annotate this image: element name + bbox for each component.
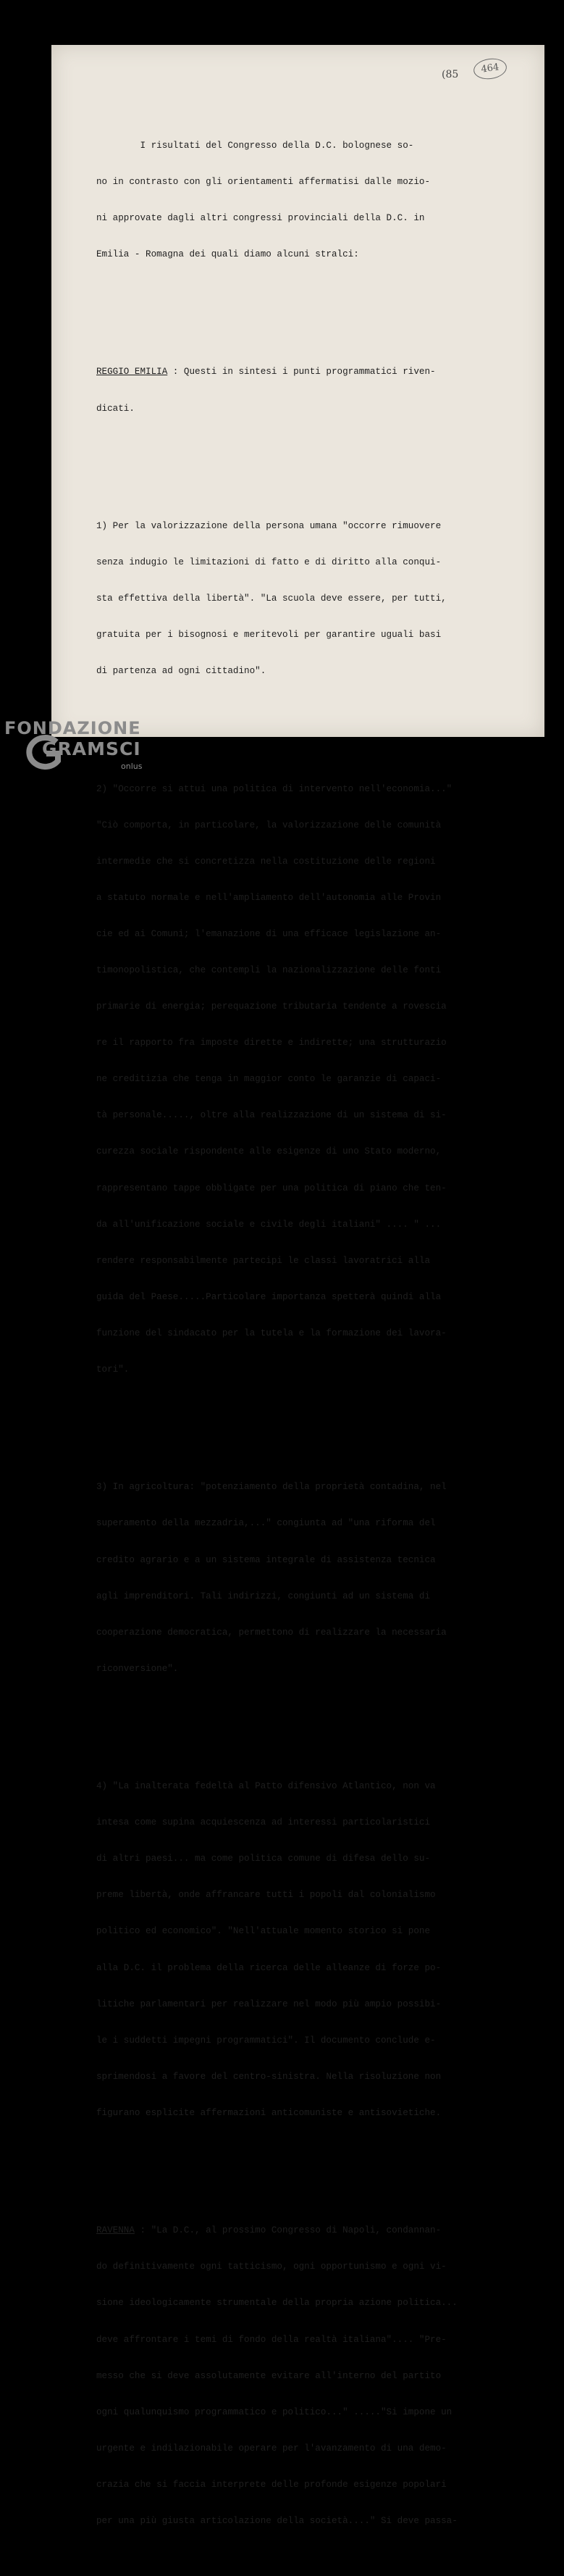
text-line: sta effettiva della libertà". "La scuola deve essere, per tutti,	[96, 593, 447, 604]
point-2-paragraph	[96, 759, 531, 1400]
text-line: 3) In agricoltura: "potenziamento della proprietà contadina, nel	[96, 1482, 447, 1493]
text-line: deve affrontare i temi di fondo della realtà italiana".... "Pre-	[96, 2334, 447, 2345]
text-line: intesa come supina acquiescenza ad interessi particolaristici	[96, 1817, 431, 1828]
text-line: cie ed ai Comuni; l'emanazione di una efficace legislazione an-	[96, 928, 442, 939]
text-line: sione ideologicamente strumentale della propria azione politica...	[96, 2298, 458, 2309]
reggio-emilia-heading: REGGIO EMILIA	[96, 367, 168, 378]
ravenna-heading: RAVENNA	[96, 2225, 135, 2236]
text-line: Emilia - Romagna dei quali diamo alcuni stralci:	[96, 249, 359, 260]
document-body	[96, 91, 531, 2576]
text-line: funzione del sindacato per la tutela e la formazione dei lavora-	[96, 1327, 447, 1338]
text-line: sprimendosi a favore del centro-sinistra. Nella risoluzione non	[96, 2071, 442, 2082]
text-line: senza indugio le limitazioni di fatto e di diritto alla conqui-	[96, 557, 442, 567]
point-1-paragraph	[96, 496, 531, 701]
text-line: credito agrario e a un sistema integrale di assistenza tecnica	[96, 1554, 436, 1565]
text-line: da all'unificazione sociale e civile degli italiani" .... " ...	[96, 1219, 442, 1230]
text-line: tà personale....., oltre alla realizzazione di un sistema di si-	[96, 1110, 447, 1121]
text-line: "Ciò comporta, in particolare, la valorizzazione delle comunità	[96, 820, 442, 830]
text-line: 4) "La inalterata fedeltà al Patto difensivo Atlantico, non va	[96, 1781, 436, 1792]
point-3-paragraph	[96, 1457, 531, 1699]
text-line: agli imprenditori. Tali indirizzi, congiunti ad un sistema di	[96, 1591, 431, 1601]
text-line: urgente e indilazionabile operare per l'avanzamento di una demo-	[96, 2443, 447, 2454]
text-line: litiche parlamentari per realizzare nel modo più ampio possibi-	[96, 1998, 442, 2009]
text-line: guida del Paese.....Particolare importanza spetterà quindi alla	[96, 1291, 442, 1302]
text-line: ne creditizia che tenga in maggior conto le garanzie di capaci-	[96, 1074, 442, 1085]
text-line: do definitivamente ogni tatticismo, ogni opportunismo e ogni vi-	[96, 2262, 447, 2272]
text-line: per una più giusta articolazione della società...." Si deve passa-	[96, 2516, 458, 2526]
text-line: : "La D.C., al prossimo Congresso di Napoli, condannan-	[134, 2225, 442, 2236]
text-line: 2) "Occorre si attui una politica di intervento nell'economia..."	[96, 783, 453, 794]
text-line: gratuita per i bisognosi e meritevoli per garantire uguali basi	[96, 630, 442, 641]
text-line: cooperazione democratica, permettono di realizzare la necessaria	[96, 1627, 447, 1638]
text-line: ogni qualunquismo programmatico e politico..." ....."Si impone un	[96, 2406, 453, 2417]
text-line: messo che si deve assolutamente evitare all'interno del partito	[96, 2370, 442, 2381]
archive-stamp: 464	[472, 57, 508, 81]
text-line: : Questi in sintesi i punti programmatici riven-	[167, 367, 436, 378]
text-line: politico ed economico". "Nell'attuale momento storico si pone	[96, 1926, 431, 1937]
reggio-emilia-section	[96, 342, 531, 439]
text-line: primarie di energia; perequazione tributaria tendente a rovescia	[96, 1001, 447, 1012]
text-line: curezza sociale rispondente alle esigenze di uno Stato moderno,	[96, 1146, 442, 1157]
text-line: I risultati del Congresso della D.C. bolognese so-	[96, 140, 414, 151]
text-line: a statuto normale e nell'ampliamento dell'autonomia alle Provin	[96, 892, 442, 903]
text-line: alla D.C. il problema della ricerca delle alleanze di forze po-	[96, 1962, 442, 1973]
text-line: ni approvate dagli altri congressi provinciali della D.C. in	[96, 213, 425, 223]
text-line: le i suddetti impegni programmatici". Il documento conclude e-	[96, 2035, 436, 2046]
watermark-name: GRAMSCI	[42, 738, 141, 759]
text-line: intermedie che si concretizza nella costituzione delle regioni	[96, 856, 436, 867]
text-line: figurano esplicite affermazioni anticomuniste e antisovietiche.	[96, 2107, 442, 2118]
ravenna-section	[96, 2201, 531, 2551]
text-line: rappresentano tappe obbligate per una politica di piano che ten-	[96, 1183, 447, 1193]
watermark-title: FONDAZIONE	[4, 718, 141, 738]
text-line: superamento della mezzadria,..." congiunta ad "una riforma del	[96, 1518, 436, 1529]
text-line: crazia che si faccia interprete delle profonde esigenze popolari	[96, 2479, 447, 2490]
point-4-paragraph	[96, 1756, 531, 2143]
text-line: dicati.	[96, 403, 135, 414]
text-line: preme libertà, onde affrancare tutti i popoli dal colonialismo	[96, 1890, 436, 1901]
text-line: tori".	[96, 1364, 130, 1375]
text-line: riconversione".	[96, 1663, 179, 1674]
text-line: no in contrasto con gli orientamenti affermatisi dalle mozio-	[96, 176, 431, 187]
text-line: di altri paesi... ma come politica comune di difesa dello su-	[96, 1854, 431, 1864]
fondazione-gramsci-watermark	[4, 716, 164, 781]
text-line: rendere responsabilmente partecipi le classi lavoratrici alla	[96, 1255, 431, 1266]
page-number: (85	[442, 69, 459, 80]
intro-paragraph	[96, 115, 531, 285]
text-line: timonopolistica, che contempli la nazionalizzazione delle fonti	[96, 964, 442, 975]
text-line: di partenza ad ogni cittadino".	[96, 666, 266, 677]
watermark-sub: onlus	[121, 762, 143, 771]
text-line: re il rapporto fra imposte dirette e indirette; una strutturazio	[96, 1038, 447, 1049]
text-line: 1) Per la valorizzazione della persona umana "occorre rimuovere	[96, 520, 442, 531]
